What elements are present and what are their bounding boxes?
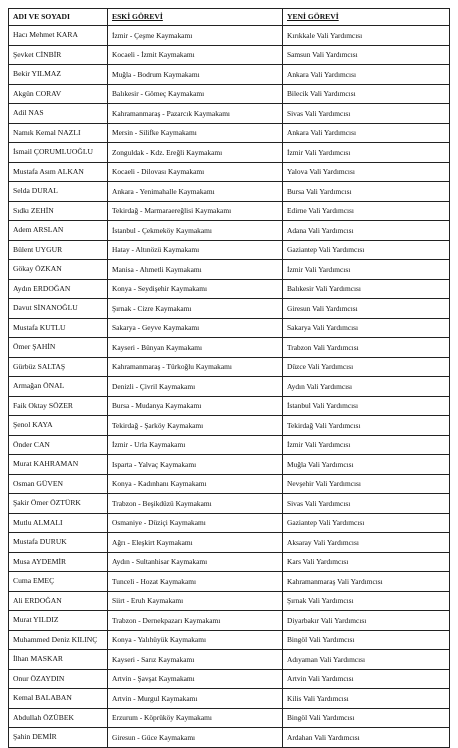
table-row (9, 318, 450, 338)
new-position-cell: Artvin Vali Yardımcısı (283, 669, 450, 689)
table-body (9, 26, 450, 748)
new-position-cell: Gaziantep Vali Yardımcısı (283, 240, 450, 260)
table-row (9, 494, 450, 514)
old-position-cell: İzmir - Çeşme Kaymakamı (108, 26, 283, 46)
old-position-cell: Artvin - Murgul Kaymakamı (108, 689, 283, 709)
old-position-cell: Isparta - Yalvaç Kaymakamı (108, 455, 283, 475)
name-cell: Musa AYDEMİR (9, 552, 108, 572)
new-position-cell: Samsun Vali Yardımcısı (283, 45, 450, 65)
table-row (9, 221, 450, 241)
name-cell: Cuma EMEÇ (9, 572, 108, 592)
new-position-cell: Giresun Vali Yardımcısı (283, 299, 450, 319)
new-position-cell: Kilis Vali Yardımcısı (283, 689, 450, 709)
old-position-cell: Denizli - Çivril Kaymakamı (108, 377, 283, 397)
old-position-cell: Konya - Seydişehir Kaymakamı (108, 279, 283, 299)
table-row (9, 396, 450, 416)
table-row (9, 650, 450, 670)
new-position-cell: İzmir Vali Yardımcısı (283, 260, 450, 280)
old-position-cell: Siirt - Eruh Kaymakamı (108, 591, 283, 611)
name-cell: Önder CAN (9, 435, 108, 455)
old-position-cell: Giresun - Güce Kaymakamı (108, 728, 283, 748)
table-row (9, 533, 450, 553)
table-row (9, 689, 450, 709)
new-position-cell: Tekirdağ Vali Yardımcısı (283, 416, 450, 436)
new-position-cell: Kahramanmaraş Vali Yardımcısı (283, 572, 450, 592)
new-position-cell: Kars Vali Yardımcısı (283, 552, 450, 572)
table-row (9, 65, 450, 85)
old-position-cell: Zonguldak - Kdz. Ereğli Kaymakamı (108, 143, 283, 163)
new-position-cell: Bursa Vali Yardımcısı (283, 182, 450, 202)
old-position-cell: Muğla - Bodrum Kaymakamı (108, 65, 283, 85)
new-position-cell: Aksaray Vali Yardımcısı (283, 533, 450, 553)
name-cell: Hacı Mehmet KARA (9, 26, 108, 46)
old-position-cell: Şırnak - Cizre Kaymakamı (108, 299, 283, 319)
name-cell: Ali ERDOĞAN (9, 591, 108, 611)
new-position-cell: Nevşehir Vali Yardımcısı (283, 474, 450, 494)
name-cell: Armağan ÖNAL (9, 377, 108, 397)
new-position-cell: Ankara Vali Yardımcısı (283, 65, 450, 85)
old-position-cell: Artvin - Şavşat Kaymakamı (108, 669, 283, 689)
name-cell: Namık Kemal NAZLI (9, 123, 108, 143)
table-row (9, 708, 450, 728)
header-name: ADI VE SOYADI (9, 9, 108, 26)
new-position-cell: Bilecik Vali Yardımcısı (283, 84, 450, 104)
name-cell: Mustafa DURUK (9, 533, 108, 553)
name-cell: Davut SİNANOĞLU (9, 299, 108, 319)
old-position-cell: Erzurum - Köprüköy Kaymakamı (108, 708, 283, 728)
old-position-cell: Ankara - Yenimahalle Kaymakamı (108, 182, 283, 202)
new-position-cell: Muğla Vali Yardımcısı (283, 455, 450, 475)
old-position-cell: Kocaeli - İzmit Kaymakamı (108, 45, 283, 65)
table-row (9, 45, 450, 65)
name-cell: Abdullah ÖZÜBEK (9, 708, 108, 728)
name-cell: Faik Oktay SÖZER (9, 396, 108, 416)
table-row (9, 240, 450, 260)
old-position-cell: Konya - Yalıhüyük Kaymakamı (108, 630, 283, 650)
new-position-cell: Yalova Vali Yardımcısı (283, 162, 450, 182)
old-position-cell: İzmir - Urla Kaymakamı (108, 435, 283, 455)
old-position-cell: Balıkesir - Gömeç Kaymakamı (108, 84, 283, 104)
new-position-cell: Ankara Vali Yardımcısı (283, 123, 450, 143)
name-cell: Ömer ŞAHİN (9, 338, 108, 358)
name-cell: Sıdkı ZEHİN (9, 201, 108, 221)
old-position-cell: İstanbul - Çekmeköy Kaymakamı (108, 221, 283, 241)
table-row (9, 84, 450, 104)
table-row (9, 123, 450, 143)
new-position-cell: İstanbul Vali Yardımcısı (283, 396, 450, 416)
table-row (9, 143, 450, 163)
table-row (9, 435, 450, 455)
name-cell: Muhammed Deniz KILINÇ (9, 630, 108, 650)
header-new-position: YENİ GÖREVİ (283, 9, 450, 26)
new-position-cell: İzmir Vali Yardımcısı (283, 435, 450, 455)
table-row (9, 104, 450, 124)
new-position-cell: Düzce Vali Yardımcısı (283, 357, 450, 377)
name-cell: Şahin DEMİR (9, 728, 108, 748)
name-cell: Kemal BALABAN (9, 689, 108, 709)
new-position-cell: Aydın Vali Yardımcısı (283, 377, 450, 397)
name-cell: Murat YILDIZ (9, 611, 108, 631)
name-cell: Aydın ERDOĞAN (9, 279, 108, 299)
table-row (9, 162, 450, 182)
new-position-cell: Gaziantep Vali Yardımcısı (283, 513, 450, 533)
name-cell: Bülent UYGUR (9, 240, 108, 260)
table-row (9, 611, 450, 631)
header-old-position: ESKİ GÖREVİ (108, 9, 283, 26)
new-position-cell: Kırıkkale Vali Yardımcısı (283, 26, 450, 46)
name-cell: Şevket CİNBİR (9, 45, 108, 65)
old-position-cell: Kahramanmaraş - Pazarcık Kaymakamı (108, 104, 283, 124)
name-cell: Selda DURAL (9, 182, 108, 202)
table-row (9, 201, 450, 221)
table-row (9, 513, 450, 533)
appointments-table (8, 8, 450, 748)
new-position-cell: Edirne Vali Yardımcısı (283, 201, 450, 221)
new-position-cell: Sakarya Vali Yardımcısı (283, 318, 450, 338)
new-position-cell: Sivas Vali Yardımcısı (283, 494, 450, 514)
new-position-cell: Şırnak Vali Yardımcısı (283, 591, 450, 611)
old-position-cell: Sakarya - Geyve Kaymakamı (108, 318, 283, 338)
table-row (9, 357, 450, 377)
old-position-cell: Tekirdağ - Şarköy Kaymakamı (108, 416, 283, 436)
name-cell: Osman GÜVEN (9, 474, 108, 494)
name-cell: Adil NAS (9, 104, 108, 124)
name-cell: Gürbüz SALTAŞ (9, 357, 108, 377)
table-row (9, 552, 450, 572)
table-row (9, 338, 450, 358)
old-position-cell: Manisa - Ahmetli Kaymakamı (108, 260, 283, 280)
old-position-cell: Tekirdağ - Marmaraereğlisi Kaymakamı (108, 201, 283, 221)
name-cell: İsmail ÇORUMLUOĞLU (9, 143, 108, 163)
name-cell: Mustafa KUTLU (9, 318, 108, 338)
table-row (9, 299, 450, 319)
old-position-cell: Hatay - Altınözü Kaymakamı (108, 240, 283, 260)
table-row (9, 26, 450, 46)
table-row (9, 377, 450, 397)
table-row (9, 260, 450, 280)
new-position-cell: Sivas Vali Yardımcısı (283, 104, 450, 124)
name-cell: Onur ÖZAYDIN (9, 669, 108, 689)
new-position-cell: Balıkesir Vali Yardımcısı (283, 279, 450, 299)
old-position-cell: Osmaniye - Düziçi Kaymakamı (108, 513, 283, 533)
new-position-cell: Bingöl Vali Yardımcısı (283, 630, 450, 650)
table-row (9, 474, 450, 494)
new-position-cell: Adıyaman Vali Yardımcısı (283, 650, 450, 670)
old-position-cell: Kayseri - Sarız Kaymakamı (108, 650, 283, 670)
name-cell: Akgün CORAV (9, 84, 108, 104)
name-cell: Mustafa Asım ALKAN (9, 162, 108, 182)
name-cell: Adem ARSLAN (9, 221, 108, 241)
table-row (9, 669, 450, 689)
table-row (9, 572, 450, 592)
new-position-cell: Diyarbakır Vali Yardımcısı (283, 611, 450, 631)
table-row (9, 279, 450, 299)
old-position-cell: Konya - Kadınhanı Kaymakamı (108, 474, 283, 494)
table-row (9, 728, 450, 748)
old-position-cell: Kahramanmaraş - Türkoğlu Kaymakamı (108, 357, 283, 377)
old-position-cell: Trabzon - Dernekpazarı Kaymakamı (108, 611, 283, 631)
table-row (9, 455, 450, 475)
new-position-cell: Ardahan Vali Yardımcısı (283, 728, 450, 748)
old-position-cell: Aydın - Sultanhisar Kaymakamı (108, 552, 283, 572)
name-cell: Şakir Ömer ÖZTÜRK (9, 494, 108, 514)
old-position-cell: Kayseri - Bünyan Kaymakamı (108, 338, 283, 358)
table-row (9, 416, 450, 436)
table-row (9, 182, 450, 202)
old-position-cell: Kocaeli - Dilovası Kaymakamı (108, 162, 283, 182)
old-position-cell: Tunceli - Hozat Kaymakamı (108, 572, 283, 592)
old-position-cell: Bursa - Mudanya Kaymakamı (108, 396, 283, 416)
new-position-cell: Trabzon Vali Yardımcısı (283, 338, 450, 358)
table-row (9, 630, 450, 650)
old-position-cell: Ağrı - Eleşkirt Kaymakamı (108, 533, 283, 553)
header-row (9, 9, 450, 26)
old-position-cell: Trabzon - Beşikdüzü Kaymakamı (108, 494, 283, 514)
new-position-cell: İzmir Vali Yardımcısı (283, 143, 450, 163)
name-cell: Şenol KAYA (9, 416, 108, 436)
old-position-cell: Mersin - Silifke Kaymakamı (108, 123, 283, 143)
new-position-cell: Adana Vali Yardımcısı (283, 221, 450, 241)
table-row (9, 591, 450, 611)
name-cell: Mutlu ALMALI (9, 513, 108, 533)
name-cell: Gökay ÖZKAN (9, 260, 108, 280)
name-cell: Murat KAHRAMAN (9, 455, 108, 475)
table-header (9, 9, 450, 26)
new-position-cell: Bingöl Vali Yardımcısı (283, 708, 450, 728)
name-cell: Bekir YILMAZ (9, 65, 108, 85)
name-cell: İlhan MASKAR (9, 650, 108, 670)
